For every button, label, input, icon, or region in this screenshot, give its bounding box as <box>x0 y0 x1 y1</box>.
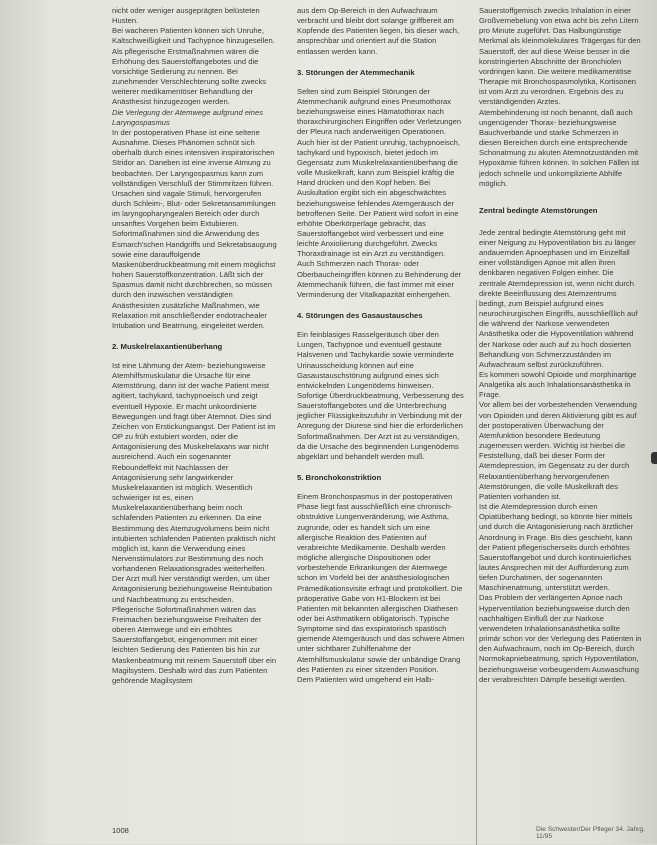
paragraph: Selten sind zum Beispiel Störungen der Atemmechanik aufgrund eines Pneumothorax beziehungsweise eines Hämatothorax nach thoraxchirurgischen Eingriffen oder Verletzungen der Pleura nach anderweitigen Operationen. Auch hier ist der Patient unruhig, tachypnoeisch, tachykard und hypoxisch, bietet jedoch im Gegensatz zum Muskelrelaxantienüberhang die volle Muskelkraft, kann zum Beispiel kräftig die Hand drücken und den Kopf heben. Bei Auskultation ergibt sich ein abgeschwächtes beziehungsweise fehlendes Atemgeräusch der betroffenen Seite. Der Patient wird sofort in eine erhöhte Oberkörperlage gebracht, das Sauerstoffangebot wird verbessert und eine leichte Anxiolierung durchgeführt. Zwecks Thoraxdrainage ist ein Arzt zu verständigen. <box>297 86 462 259</box>
paragraph: Das Problem der verlängerten Apnoe nach Hyperventilation beziehungsweise durch den nachhaltigen Einfluß der zur Narkose verwendeten Inhalationsanästhetika sollte primär schon vor der Verlegung des Patienten in den Aufwachraum, noch im Op-Bereich, durch Normokapniebeatmung, sprich Hypoventilation, beziehungsweise vorbeugendem Auswaschung der verabreichten Dämpfe beseitigt werden. <box>479 593 642 684</box>
paragraph: Sauerstoffgemisch zwecks Inhalation in einer Großvernebelung von etwa acht bis zehn Litern pro Minute zugeführt. Das Halbungünstige Merkmal als kleinmolekulares Trägergas für den Sauerstoff, der auf diese Weise besser in die konstringierten Abschnitte der Bronchiolen vordringen kann. Die weitere medikamentöse Therapie mit Bronchospasmolytika, Kortisonen ist vom Arzt zu verordnen. Ergebnis des zu verständigenden Arztes. <box>479 6 641 107</box>
paragraph: Ein feinblasiges Rasselgeräusch über den Lungen, Tachypnoe und eventuell gestaute Halsvenen und Tachykardie sowie verminderte Urinausscheidung können auf eine Gasaustauschstörung aufgrund eines sich entwickelnden Lungenödems hinweisen. Sofortige Überdruckbeatmung, Verbesserung des Sauerstoffangebotes und die Unterbrechung jeglicher Flüssigkeitszufuhr in Verbindung mit der Anregung der Diurese sind hier die erforderlichen Sofortmaßnahmen. Der Arzt ist zu verständigen, da die Ursache des beginnenden Lungenödems abgeklärt und behandelt werden muß. <box>297 330 464 461</box>
page-number: 1008 <box>112 826 129 835</box>
paragraph: Ist die Atemdepression durch einen Opiatüberhang bedingt, so könnte hier mittels und durch die Antagonisierung nach ärztlicher Anordnung in Frage. Bis dies geschieht, kann der Patient pflegerischerseits durch erhöhtes Sauerstoffangebot und durch kontinuierliches lautes Ansprechen mit der Aufforderung zum tiefen Durchatmen, der sogenannten Maschinenatmung, unterstützt werden. <box>479 502 634 593</box>
paragraph: Jede zentral bedingte Atemstörung geht mit einer Neigung zu Hypoventilation bis zu länger andauernden Apnoephasen und im Einzelfall einer vollständigen Apnoe mit allen ihren denkbaren negativen Folgen einher. Die zentrale Atemdepression ist, wenn nicht durch direkte Beeinflussung des Atemzentrums bedingt, zum Beispiel aufgrund eines neurochirurgischen Eingriffs, ausschließlich auf die während der Narkose verwendeten Anästhetika oder die Hypoventilation während der Narkose oder auch auf zu hoch dosierten Behandlung von Schmerzzuständen im Aufwachraum selbst zurückzuführen. <box>479 227 638 369</box>
column-divider <box>476 300 477 845</box>
paragraph: Als pflegerische Erstmaßnahmen wären die Erhöhung des Sauerstoffangebotes und die vorsichtige Sedierung zu nennen. Bei zunehmender Verschlechterung sollte zwecks weiterer medikamentöser Behandlung der Anästhesist hinzugezogen werden. <box>112 46 267 107</box>
paragraph: Atembehinderung ist noch benannt, daß auch ungenügender Thorax- beziehungsweise Bauchverbände und starke Schmerzen in diesen Bereichen durch eine entsprechende Schonatmung zu akuten Atemnotzuständen mit Hypoxämie führen können. In solchen Fällen ist jedoch schnelle und unkomplizierte Abhilfe möglich. <box>479 107 639 188</box>
italic-subheading: Die Verlegung der Atemwege aufgrund eines Laryngospasmus <box>112 107 263 127</box>
journal-footer: Die Schwester/Der Pfleger 34. Jahrg. 11/95 <box>536 826 645 840</box>
page-edge-mark <box>651 452 657 464</box>
paragraph: nicht oder weniger ausgeprägten belüsteten Husten. <box>112 6 260 26</box>
paragraph: Pflegerische Sofortmaßnahmen wären das Freimachen beziehungsweise Freihalten der oberen Atemwege und ein erhöhtes Sauerstoffangebot, eingenommen mit einer leichten Sedierung des Patienten bis hin zur Maskenbeatmung mit reinem Sauerstoff über ein Magilsystem. Deshalb wird das zum Patienten gehörende Magilsystem <box>112 604 277 685</box>
paragraph: Es kommen sowohl Opioide und morphinartige Analgetika als auch Inhalationsanästhetika in Frage. <box>479 370 637 400</box>
paragraph: Ist eine Lähmung der Atem- beziehungsweise Atemhilfsmuskulatur die Ursache für eine Atemstörung, dann ist der wache Patient meist agitiert, tachykard, tachypnoeisch und zeigt eventuell Hypoxie. Er macht unkoordinierte Bewegungen und fragt über Atemnot. Dies sind Zeichen von Erstickungsangst. Der Patient ist im OP zu früh extubiert worden, oder die Antagonisierung des Muskelrelaxans war nicht ausreichend. Auch ein sogenannter Reboundeffekt mit Nachlassen der Antagonisierung sehr langwirkender Muskelrelaxantien ist möglich. Wesentlich schwieriger ist es, einen Muskelrelaxantienüberhang beim noch schlafenden Patienten zu erkennen. Da eine Bestimmung des Atemzugvolumens beim nicht intubierten schlafenden Patienten praktisch nicht möglich ist, kann die Verwendung eines Nervenstimulators zur Bestimmung des noch vorhandenen Relaxationsgrades weiterhelfen. <box>112 361 276 574</box>
text-column-left <box>112 6 282 686</box>
paragraph: Einem Bronchospasmus in der postoperativen Phase liegt fast ausschließlich eine chronisch-obstruktive Lungenveränderung, wie Asthma, zugrunde, oder es handelt sich um eine allergische Reaktion des Patienten auf verabreichte Medikamente. Deshalb werden mögliche allergische Dispositionen oder vorbestehende Erkrankungen der Atemwege schon im Vorfeld bei der anästhesiologischen Prämedikationsvisite erfragt und protokolliert. Die präoperative Gabe von H1-Blockern ist bei Patienten mit bekannten allergischen Diathesen oder bei Asthmatikern obligatorisch. Typische Symptome sind das exspiratorisch spastisch giemende Atemgeräusch und das schwere Atmen unter sichtbarer Zuhilfenahme der Atemhilfsmuskulatur sowie der unbändige Drang des Patienten zu einer sitzenden Position. <box>297 492 465 674</box>
text-column-middle <box>297 6 465 685</box>
paragraph: Vor allem bei der vorbestehenden Verwendung von Opioiden und deren Aktivierung gibt es auf der postoperativen Überwachung der Atemfunktion besondere Bedeutung zugemessen werden. Wichtig ist hierbei die Feststellung, daß bei dieser Form der Atemdepression, im Gegensatz zu der durch Relaxantienüberhang hervorgerufenen Atemstörungen, die volle Muskelkraft des Patienten vorhanden ist. <box>479 400 637 501</box>
section-heading-central-respiratory-disorders: Zentral bedingte Atemstörungen <box>479 205 598 215</box>
paragraph: Dem Patienten wird umgehend ein Halb- <box>297 674 434 684</box>
section-heading-respiratory-mechanics: 3. Störungen der Atemmechanik <box>297 67 415 77</box>
section-heading-muscle-relaxants: 2. Muskelrelaxantienüberhang <box>112 342 223 351</box>
paragraph: aus dem Op-Bereich in den Aufwachraum verbracht und bleibt dort solange griffbereit am Kopfende des Patienten liegen, bis dieser wach, ansprechbar und orientiert auf die Station entlassen werden kann. <box>297 6 460 56</box>
section-heading-bronchoconstriction: 5. Bronchokonstriktion <box>297 473 382 483</box>
paragraph: Auch Schmerzen nach Thorax- oder Oberbaucheingriffen können zu Behinderung der Atemmechanik führen, die fast immer mit einer Verminderung der Vitalkapazität einhergehen. <box>297 259 462 299</box>
section-heading-gas-exchange: 4. Störungen des Gasaustausches <box>297 311 423 321</box>
text-column-right <box>479 6 642 685</box>
paragraph: In der postoperativen Phase ist eine seltene Ausnahme. Dieses Phänomen schnüt sich oberhalb durch eines intensiven inspiratorischen Stridor an. Daneben ist eine inverse Atmung zu beobachten. Der Laryngospasmus kann zum vollständigen Verschluß der Stimmritzen führen. Ursachen sind vagale Stimuli, hervorgerufen durch Schleim-, Blut- oder Sekretansammlungen im laryngopharyngealen Bereich oder durch unsanftes Vorgehen beim Extubieren. Sofortmaßnahmen sind die Anwendung des Esmarch'schen Handgriffs und Sekretabsaugung sowie eine darauffolgende Maskenüberdruckbeatmung mit einem möglichst hohen Sauerstoffkonzentration. Läßt sich der Spasmus damit nicht durchbrechen, so müssen durch den inzwischen verständigten Anästhesisten zusätzliche Maßnahmen, wie Relaxation mit anschließender endotrachealer Intubation und Beatmung, eingeleitet werden. <box>112 127 277 330</box>
paragraph: Der Arzt muß hier verständigt werden, um über Antagonisierung beziehungsweise Reintubation und Nachbeatmung zu entscheiden. <box>112 574 273 604</box>
paragraph: Bei wacheren Patienten können sich Unruhe, Kaltschweißigkeit und Tachypnoe hinzugesellen. <box>112 26 275 46</box>
